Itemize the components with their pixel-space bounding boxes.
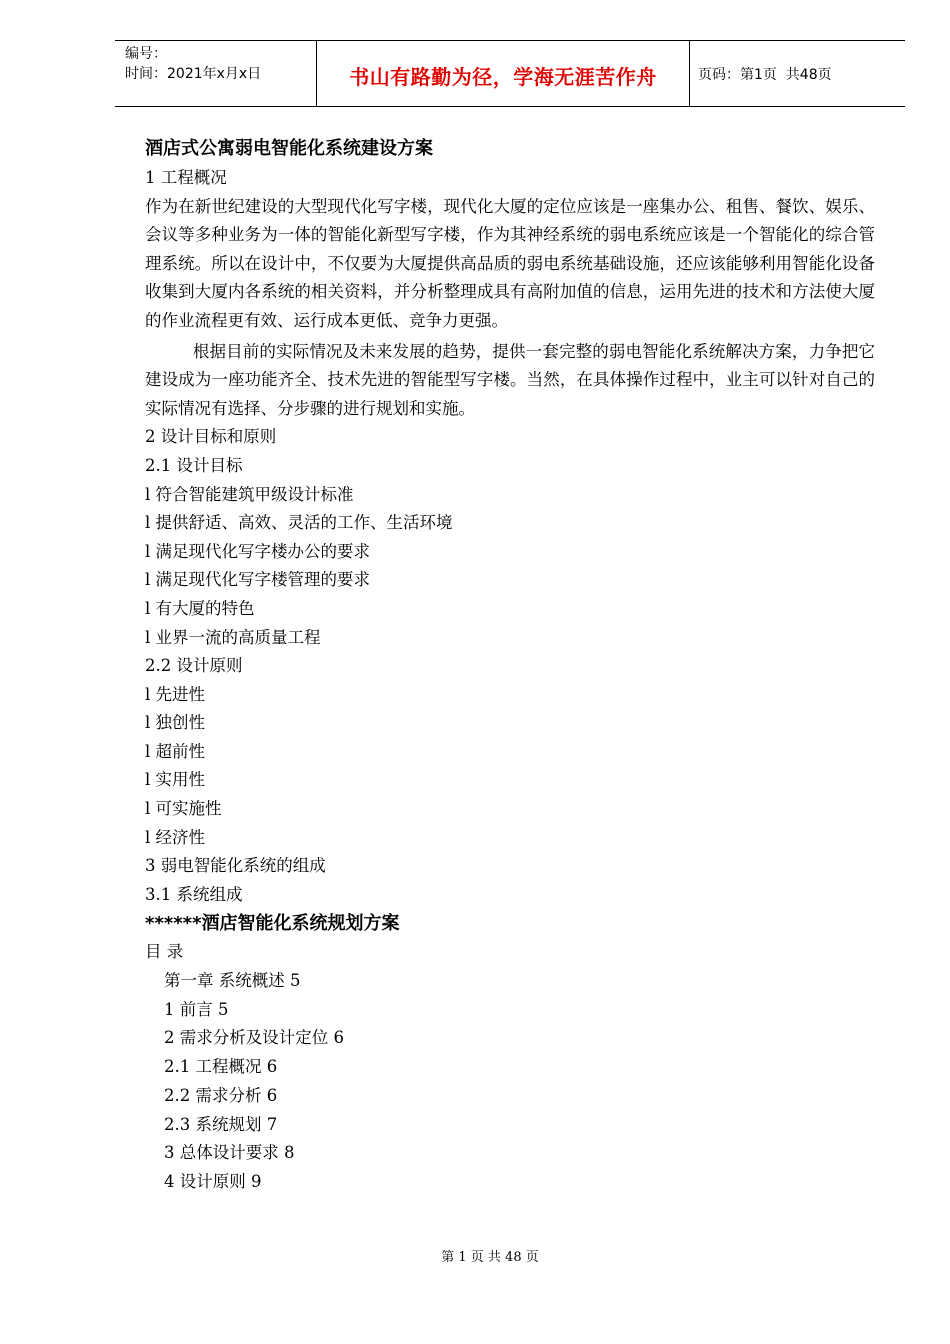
section-heading: 3 弱电智能化系统的组成 bbox=[145, 856, 326, 876]
document-title: 酒店式公寓弱电智能化系统建设方案 bbox=[145, 138, 433, 159]
subsection-heading: 2.1 设计目标 bbox=[145, 455, 243, 475]
toc-item: 2.2 需求分析 6 bbox=[164, 1085, 278, 1105]
list-item: l 经济性 bbox=[145, 827, 206, 847]
list-item: l 满足现代化写字楼管理的要求 bbox=[145, 570, 371, 590]
list-item: l 提供舒适、高效、灵活的工作、生活环境 bbox=[145, 513, 453, 533]
page-footer: 第 1 页 共 48 页 bbox=[441, 1250, 539, 1265]
list-item: l 先进性 bbox=[145, 684, 206, 704]
header-meta bbox=[115, 41, 316, 106]
list-item: l 符合智能建筑甲级设计标准 bbox=[145, 484, 354, 504]
motto-text: 书山有路勤为径，学海无涯苦作舟 bbox=[349, 65, 657, 89]
section-heading: 1 工程概况 bbox=[145, 168, 227, 187]
goals-list bbox=[145, 481, 875, 653]
page-header bbox=[115, 40, 905, 107]
header-page-cell bbox=[690, 41, 905, 106]
subsection-heading: 2.2 设计原则 bbox=[145, 656, 243, 676]
plan-subtitle: ******酒店智能化系统规划方案 bbox=[145, 913, 400, 935]
toc-label: 目 录 bbox=[145, 942, 184, 962]
toc-item: 2 需求分析及设计定位 6 bbox=[164, 1028, 344, 1048]
toc-item: 4 设计原则 9 bbox=[164, 1171, 262, 1191]
principles-list bbox=[145, 681, 875, 853]
paragraph: 根据目前的实际情况及未来发展的趋势，提供一套完整的弱电智能化系统解决方案，力争把它建设成为一座功能齐全、技术先进的智能型写字楼。当然，在具体操作过程中，业主可以针对自己的实际情况有选择、分步骤的进行规划和实施。 bbox=[145, 341, 875, 418]
header-motto-cell bbox=[316, 41, 690, 106]
list-item: l 满足现代化写字楼办公的要求 bbox=[145, 541, 371, 561]
list-item: l 实用性 bbox=[145, 770, 206, 790]
paragraph: 作为在新世纪建设的大型现代化写字楼，现代化大厦的定位应该是一座集办公、租售、餐饮、娱乐、会议等多种业务为一体的智能化新型写字楼，作为其神经系统的弱电系统应该是一个智能化的综合管理系统。所以在设计中，不仅要为大厦提供高品质的弱电系统基础设施，还应该能够利用智能化设备收集到大厦内各系统的相关资料，并分析整理成具有高附加值的信息，运用先进的技术和方法使大厦的作业流程更有效、运行成本更低、竞争力更强。 bbox=[145, 196, 875, 330]
toc-item: 第一章 系统概述 5 bbox=[164, 971, 301, 991]
page-info: 页码：第1页 共48页 bbox=[698, 66, 832, 83]
time-label: 时间：2021年x月x日 bbox=[125, 66, 262, 82]
list-item: l 超前性 bbox=[145, 741, 206, 761]
toc-item: 2.3 系统规划 7 bbox=[164, 1114, 278, 1134]
list-item: l 可实施性 bbox=[145, 799, 222, 819]
section-heading: 2 设计目标和原则 bbox=[145, 427, 277, 447]
toc-item: 2.1 工程概况 6 bbox=[164, 1057, 278, 1077]
list-item: l 有大厦的特色 bbox=[145, 598, 255, 618]
document-body bbox=[145, 134, 875, 1197]
list-item: l 独创性 bbox=[145, 713, 206, 733]
number-label: 编号： bbox=[125, 46, 167, 62]
toc-item: 1 前言 5 bbox=[164, 999, 229, 1019]
subsection-heading: 3.1 系统组成 bbox=[145, 884, 243, 904]
toc-item: 3 总体设计要求 8 bbox=[164, 1143, 295, 1163]
table-of-contents bbox=[145, 967, 875, 1197]
list-item: l 业界一流的高质量工程 bbox=[145, 627, 321, 647]
